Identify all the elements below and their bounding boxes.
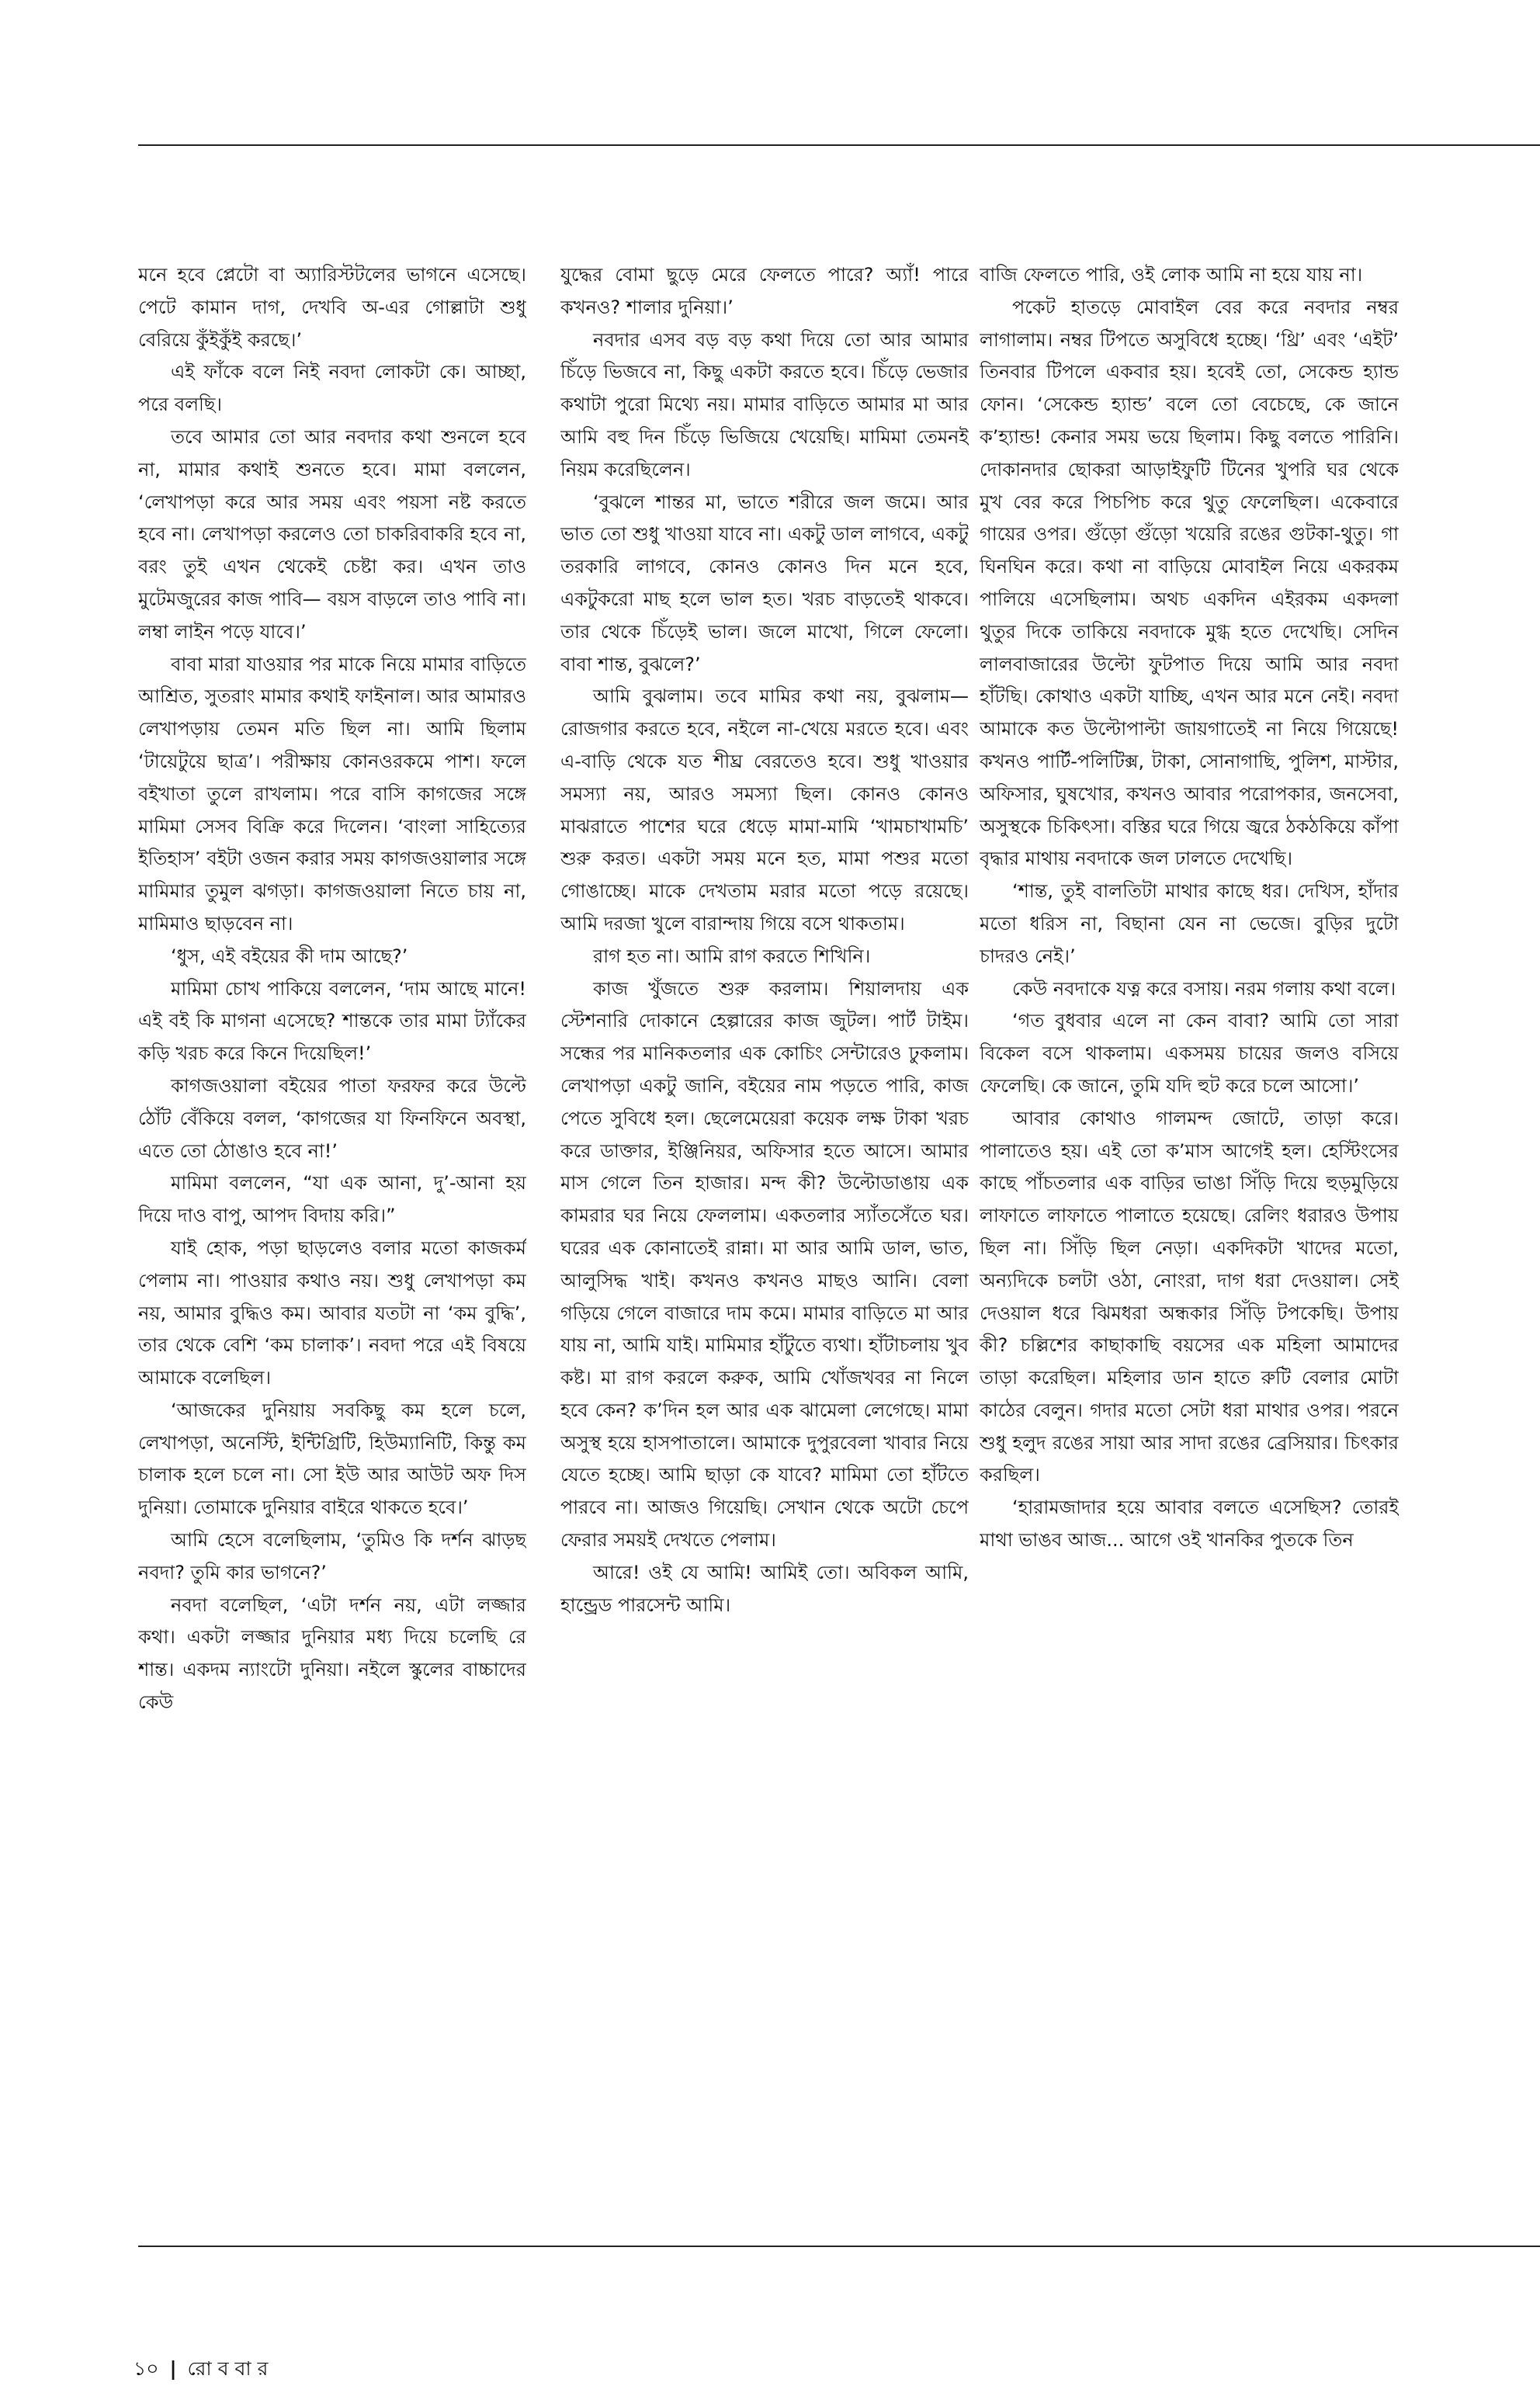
page-number: ১০ (134, 2357, 159, 2380)
top-rule (138, 144, 1540, 146)
paragraph: পকেট হাতড়ে মোবাইল বের করে নবদার নম্বর লাগালাম। নম্বর টিপতে অসুবিধে হচ্ছে। ‘থ্রি’ এবং ‘এইট’ তিনবার টিপলে একবার হয়। হবেই তো, সেকেন্ড হ্যান্ড ফোন। ‘সেকেন্ড হ্যান্ড’ বলে তো বেচেছে, কে জানে ক’হ্যান্ড! কেনার সময় ভয়ে ছিলাম। কিছু বলতে পারিনি। দোকানদার ছোকরা আড়াইফুটি টিনের খুপরি ঘর থেকে মুখ বের করে পিচপিচ করে থুতু ফেলেছিল। একেবারে গায়ের ওপর। গুঁড়ো গুঁড়ো খয়েরি রঙের গুটকা-থুতু। গা ঘিনঘিন করে। কথা না বাড়িয়ে মোবাইল নিয়ে একরকম পালিয়ে এসেছিলাম। অথচ একদিন এইরকম একদলা থুতুর দিকে তাকিয়ে নবদাকে মুগ্ধ হতে দেখেছি। সেদিন লালবাজারের উল্টো ফুটপাত দিয়ে আমি আর নবদা হাঁটছি। কোথাও একটা যাচ্ছি, এখন আর মনে নেই। নবদা আমাকে কত উল্টোপাল্টা জায়গাতেই না নিয়ে গিয়েছে! কখনও পার্টি-পলিটিক্স, টাকা, সোনাগাছি, পুলিশ, মাস্টার, অফিসার, ঘুষখোর, কখনও আবার পরোপকার, জনসেবা, অসুস্থকে চিকিৎসা। বস্তির ঘরে গিয়ে জ্বরে ঠকঠকিয়ে কাঁপা বৃদ্ধার মাথায় নবদাকে জল ঢালতে দেখেছি। (980, 296, 1399, 870)
paragraph: যাই হোক, পড়া ছাড়লেও বলার মতো কাজকর্ম পেলাম না। পাওয়ার কথাও নয়। শুধু লেখাপড়া কম নয়, আমার বুদ্ধিও কম। আবার যতটা না ‘কম বুদ্ধি’, তার থেকে বেশি ‘কম চালাক’। নবদা পরে এই বিষয়ে আমাকে বলেছিল। (138, 1236, 526, 1389)
paragraph: কাগজওয়ালা বইয়ের পাতা ফরফর করে উল্টে ঠোঁট বেঁকিয়ে বলল, ‘কাগজের যা ফিনফিনে অবস্থা, এতে তো ঠোঙাও হবে না!’ (138, 1074, 526, 1162)
paragraph: বাবা মারা যাওয়ার পর মাকে নিয়ে মামার বাড়িতে আশ্রিত, সুতরাং মামার কথাই ফাইনাল। আর আমারও লেখাপড়ায় তেমন মতি ছিল না। আমি ছিলাম ‘টায়েটুয়ে ছাত্র’। পরীক্ষায় কোনওরকমে পাশ। ফলে বইখাতা তুলে রাখলাম। পরে বাসি কাগজের সঙ্গে মামিমা সেসব বিক্রি করে দিলেন। ‘বাংলা সাহিত্যের ইতিহাস’ বইটা ওজন করার সময় কাগজওয়ালার সঙ্গে মামিমার তুমুল ঝগড়া। কাগজওয়ালা নিতে চায় না, মামিমাও ছাড়বেন না। (138, 653, 526, 935)
bottom-rule (138, 2246, 1540, 2247)
page-footer (134, 2357, 268, 2381)
paragraph: রাগ হত না। আমি রাগ করতে শিখিনি। (593, 945, 871, 967)
text-column-2 (560, 259, 969, 2231)
paragraph: আমি বুঝলাম। তবে মামির কথা নয়, বুঝলাম— রোজগার করতে হবে, নইলে না-খেয়ে মরতে হবে। এবং এ-বাড়ি থেকে যত শীঘ্র বেরতেও হবে। শুধু খাওয়ার সমস্যা নয়, আরও সমস্যা ছিল। কোনও কোনও মাঝরাতে পাশের ঘরে ধেড়ে মামা-মামি ‘খামচাখামচি’ শুরু করত। একটা সময় মনে হত, মামা পশুর মতো গোঙাচ্ছে। মাকে দেখতাম মরার মতো পড়ে রয়েছে। আমি দরজা খুলে বারান্দায় গিয়ে বসে থাকতাম। (560, 685, 969, 935)
paragraph: কেউ নবদাকে যত্ন করে বসায়। নরম গলায় কথা বলে। (1012, 977, 1396, 1000)
text-column-1 (138, 259, 526, 2231)
paragraph: ‘বুঝলে শান্তর মা, ভাতে শরীরে জল জমে। আর ভাত তো শুধু খাওয়া যাবে না। একটু ডাল লাগবে, একটু তরকারি লাগবে, কোনও কোনও দিন মনে হবে, একটুকরো মাছ হলে ভাল হত। খরচ বাড়তেই থাকবে। তার থেকে চিঁড়েই ভাল। জলে মাখো, গিলে ফেলো। বাবা শান্ত, বুঝলে?’ (560, 491, 969, 675)
paragraph: বাজি ফেলতে পারি, ওই লোক আমি না হয়ে যায় না। (980, 264, 1363, 286)
paragraph: কাজ খুঁজতে শুরু করলাম। শিয়ালদায় এক স্টেশনারি দোকানে হেল্পারের কাজ জুটল। পার্ট টাইম। সন্ধের পর মানিকতলার এক কোচিং সেন্টারেও ঢুকলাম। লেখাপড়া একটু জানি, বইয়ের নাম পড়তে পারি, কাজ পেতে সুবিধে হল। ছেলেমেয়েরা কয়েক লক্ষ টাকা খরচ করে ডাক্তার, ইঞ্জিনিয়র, অফিসার হতে আসে। আমার মাস গেলে তিন হাজার। মন্দ কী? উল্টোডাঙায় এক কামরার ঘর নিয়ে ফেললাম। একতলার স্যাঁতসেঁতে ঘর। ঘরের এক কোনাতেই রান্না। মা আর আমি ডাল, ভাত, আলুসিদ্ধ খাই। কখনও কখনও মাছও আনি। বেলা গড়িয়ে গেলে বাজারে দাম কমে। মামার বাড়িতে মা আর যায় না, আমি যাই। মামিমার হাঁটুতে ব্যথা। হাঁটাচলায় খুব কষ্ট। মা রাগ করলে করুক, আমি খোঁজখবর না নিলে হবে কেন? ক’দিন হল আর এক ঝামেলা লেগেছে। মামা অসুস্থ হয়ে হাসপাতালে। আমাকে দুপুরবেলা খাবার নিয়ে যেতে হচ্ছে। আমি ছাড়া কে যাবে? মামিমা তো হাঁটতে পারবে না। আজও গিয়েছি। সেখান থেকে অটো চেপে ফেরার সময়ই দেখতে পেলাম। (560, 977, 969, 1552)
paragraph: ‘ধুস, এই বইয়ের কী দাম আছে?’ (171, 945, 408, 967)
paragraph: ‘আজকের দুনিয়ায় সবকিছু কম হলে চলে, লেখাপড়া, অনেস্টি, ইন্টিগ্রিটি, হিউম্যানিটি, কিন্তু কম চালাক হলে চলে না। সো ইউ আর আউট অফ দিস দুনিয়া। তোমাকে দুনিয়ার বাইরে থাকতে হবে।’ (138, 1399, 526, 1519)
folio-separator: | (169, 2357, 177, 2380)
paragraph: আমি হেসে বলেছিলাম, ‘তুমিও কি দর্শন ঝাড়ছ নবদা? তুমি কার ভাগনে?’ (138, 1529, 526, 1583)
paragraph: আরে! ওই যে আমি! আমিই তো। অবিকল আমি, হান্ড্রেড পারসেন্ট আমি। (560, 1561, 969, 1616)
paragraph: মনে হবে প্লেটো বা অ্যারিস্টটলের ভাগনে এসেছে। পেটে কামান দাগ, দেখবি অ-এর গোল্লাটা শুধু বেরিয়ে কুঁইকুঁই করছে।’ (138, 264, 526, 351)
text-column-3 (980, 259, 1399, 2231)
paragraph: আবার কোথাও গালমন্দ জোটে, তাড়া করে। পালাতেও হয়। এই তো ক’মাস আগেই হল। হেস্টিংসের কাছে পাঁচতলার এক বাড়ির ভাঙা সিঁড়ি দিয়ে হুড়মুড়িয়ে লাফাতে লাফাতে পালাতে হয়েছে। রেলিং ধরারও উপায় ছিল না। সিঁড়ি ছিল নেড়া। একদিকটা খাদের মতো, অন্যদিকে চলটা ওঠা, নোংরা, দাগ ধরা দেওয়াল। সেই দেওয়াল ধরে ঝিমধরা অন্ধকার সিঁড়ি টপকেছি। উপায় কী? চল্লিশের কাছাকাছি বয়সের এক মহিলা আমাদের তাড়া করেছিল। মহিলার ডান হাতে রুটি বেলার মোটা কাঠের বেলুন। গদার মতো সেটা ধরা মাথার ওপর। পরনে শুধু হলুদ রঙের সায়া আর সাদা রঙের ব্রেসিয়ার। চিৎকার করছিল। (980, 1107, 1399, 1486)
paragraph: ‘হারামজাদার হয়ে আবার বলতে এসেছিস? তোরই মাথা ভাঙব আজ... আগে ওই খানকির পুতকে তিন (980, 1496, 1399, 1552)
paragraph: নবদা বলেছিল, ‘এটা দর্শন নয়, এটা লজ্জার কথা। একটা লজ্জার দুনিয়ার মধ্য দিয়ে চলেছি রে শান্ত। একদম ন্যাংটো দুনিয়া। নইলে স্কুলের বাচ্চাদের কেউ (138, 1594, 526, 1714)
paragraph: মামিমা বললেন, “যা এক আনা, দু’-আনা হয় দিয়ে দাও বাপু, আপদ বিদায় করি।” (138, 1172, 526, 1227)
paragraph: নবদার এসব বড় বড় কথা দিয়ে তো আর আমার চিঁড়ে ভিজবে না, কিছু একটা করতে হবে। চিঁড়ে ভেজার কথাটা পুরো মিথ্যে নয়। মামার বাড়িতে আমার মা আর আমি বহু দিন চিঁড়ে ভিজিয়ে খেয়েছি। মামিমা তেমনই নিয়ম করেছিলেন। (560, 328, 969, 480)
paragraph: ‘শান্ত, তুই বালতিটা মাথার কাছে ধর। দেখিস, হাঁদার মতো ধরিস না, বিছানা যেন না ভেজে। বুড়ির দুটো চাদরও নেই।’ (980, 880, 1399, 967)
paragraph: এই ফাঁকে বলে নিই নবদা লোকটা কে। আচ্ছা, পরে বলছি। (138, 361, 526, 416)
paragraph: তবে আমার তো আর নবদার কথা শুনলে হবে না, মামার কথাই শুনতে হবে। মামা বললেন, ‘লেখাপড়া করে আর সময় এবং পয়সা নষ্ট করতে হবে না। লেখাপড়া করলেও তো চাকরিবাকরি হবে না, বরং তুই এখন থেকেই চেষ্টা কর। এখন তাও মুটেমজুরের কাজ পাবি— বয়স বাড়লে তাও পাবি না। লম্বা লাইন পড়ে যাবে।’ (138, 425, 526, 643)
paragraph: ‘গত বুধবার এলে না কেন বাবা? আমি তো সারা বিকেল বসে থাকলাম। একসময় চায়ের জলও বসিয়ে ফেলেছি। কে জানে, তুমি যদি হুট করে চলে আসো।’ (980, 1010, 1399, 1097)
paragraph: যুদ্ধের বোমা ছুড়ে মেরে ফেলতে পারে? অ্যাঁ! পারে কখনও? শালার দুনিয়া।’ (560, 264, 969, 318)
magazine-name: রো ব বা র (187, 2357, 269, 2380)
paragraph: মামিমা চোখ পাকিয়ে বললেন, ‘দাম আছে মানে! এই বই কি মাগনা এসেছে? শান্তকে তার মামা ট্যাঁকের কড়ি খরচ করে কিনে দিয়েছিল!’ (138, 977, 526, 1065)
